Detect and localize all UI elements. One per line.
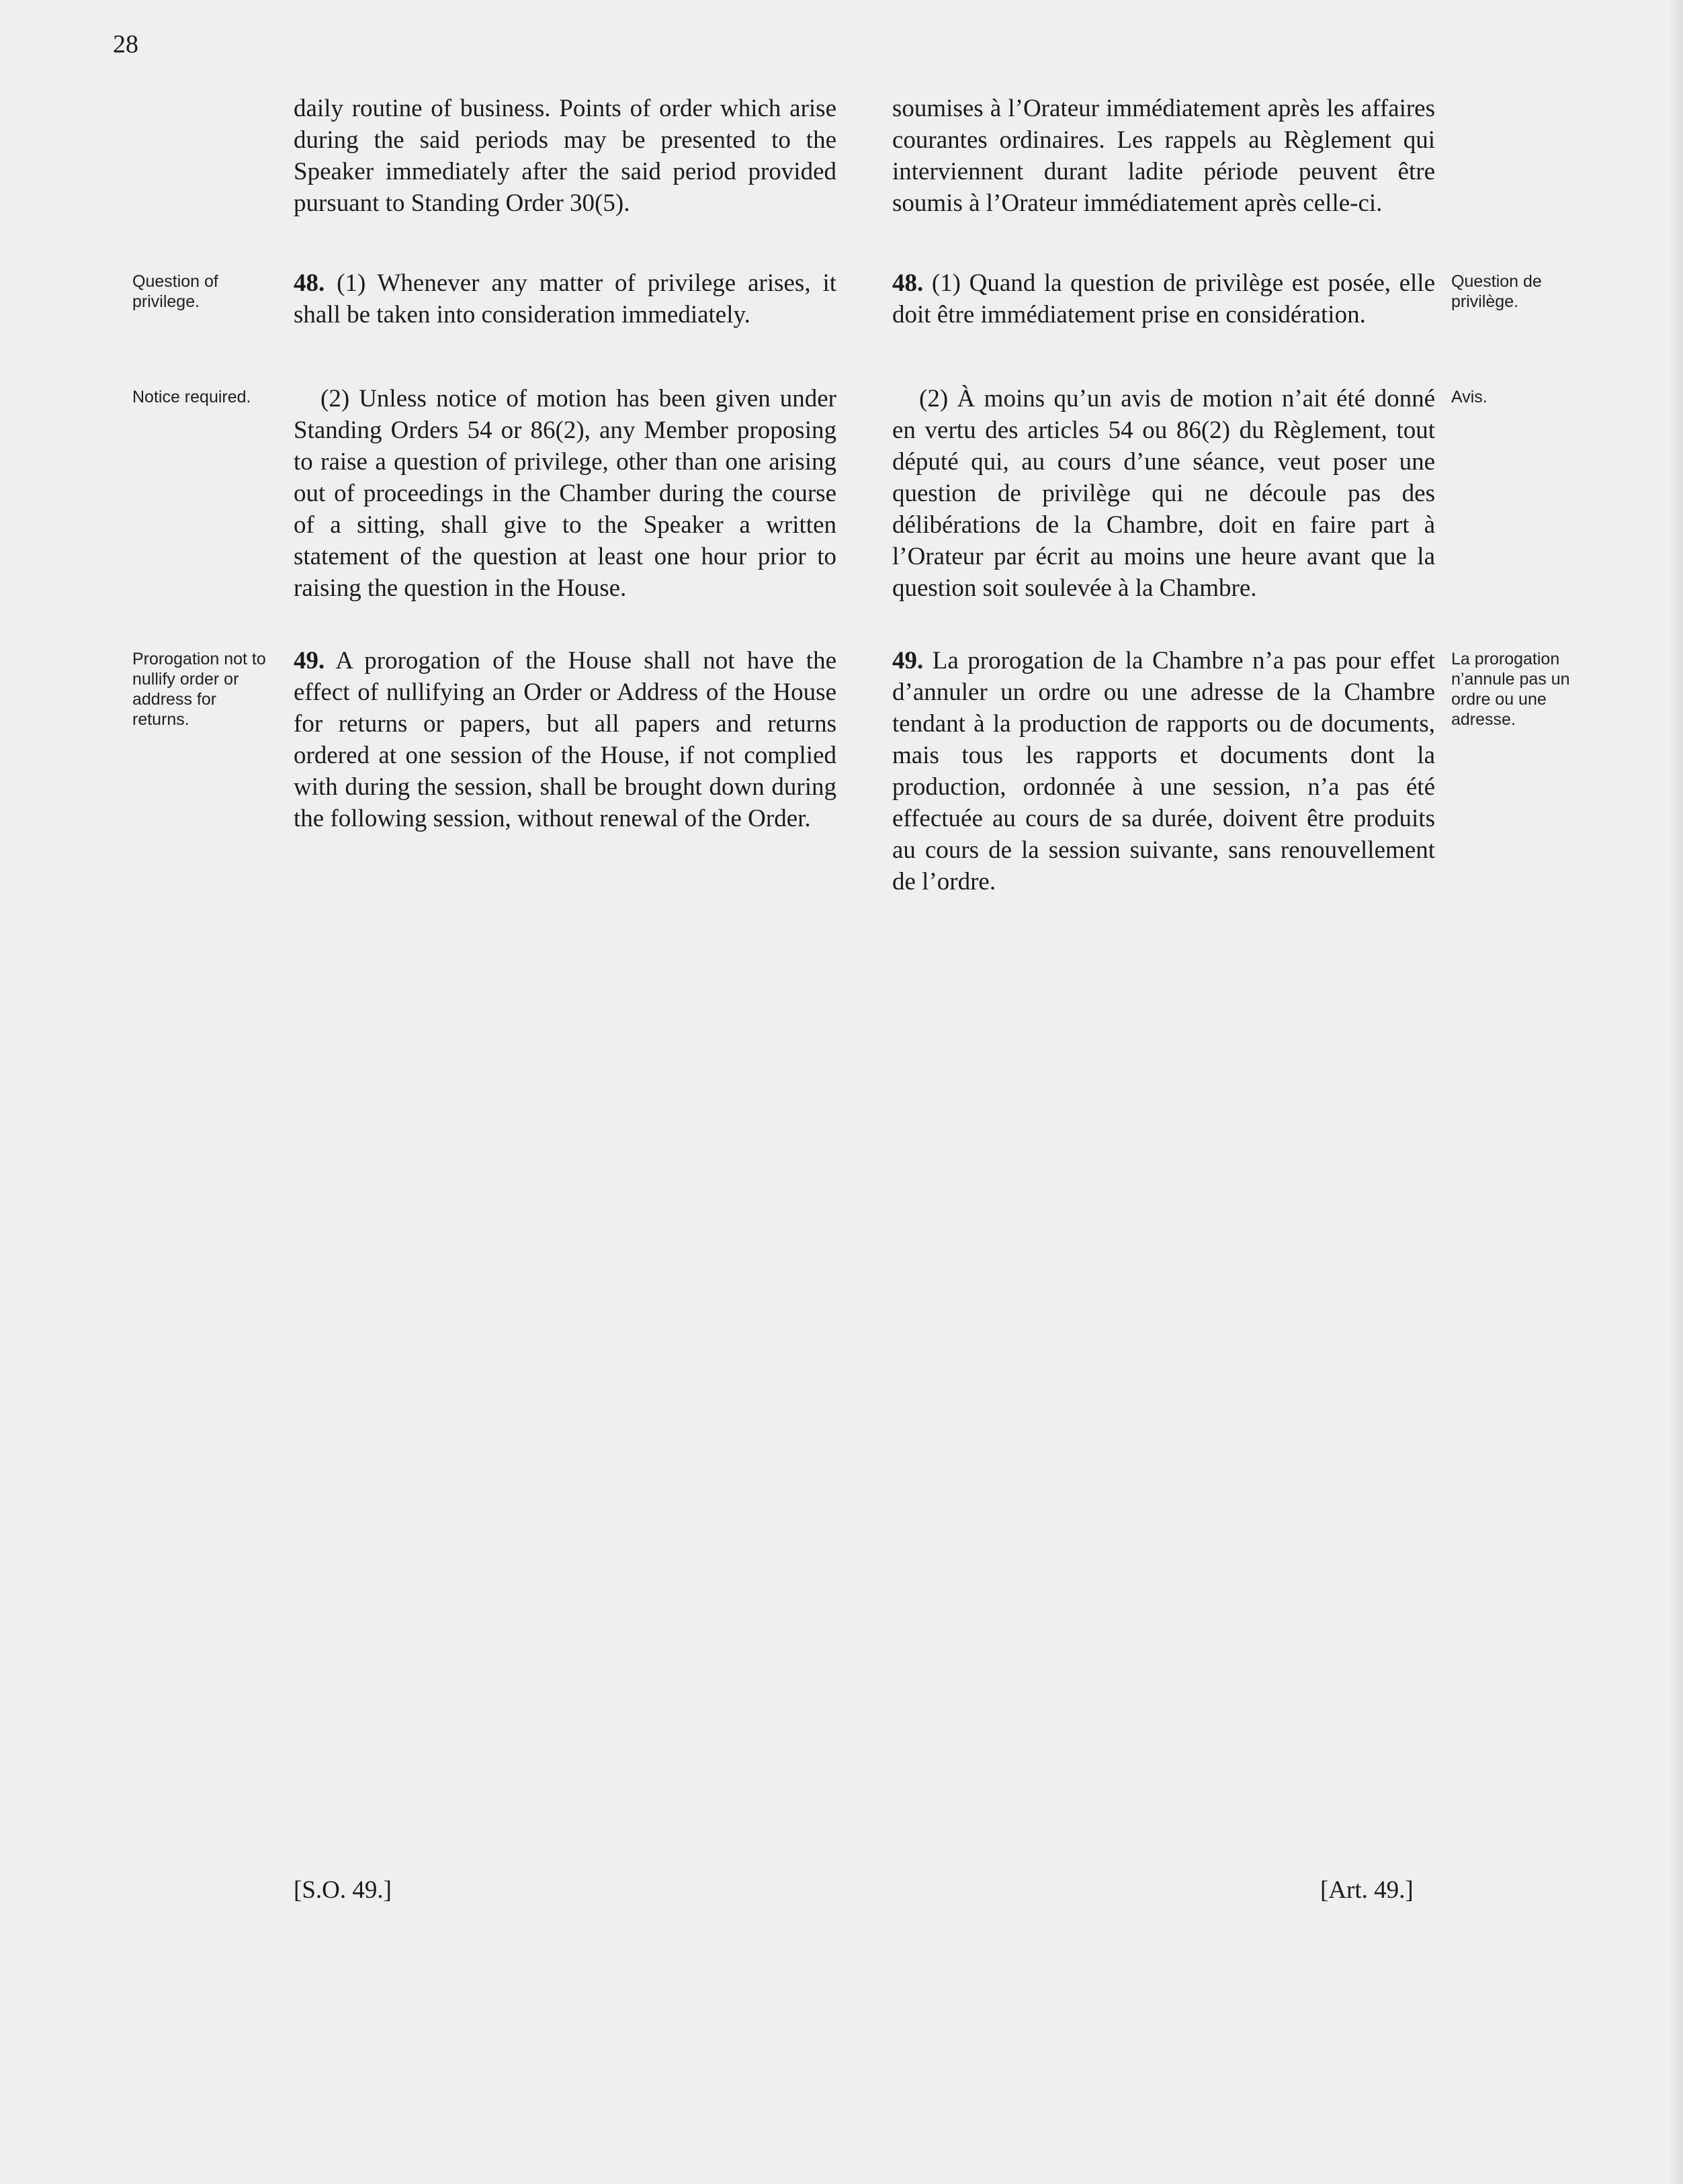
margin-note-question-de-privilege: Question de privilège.: [1451, 272, 1542, 311]
english-intro: daily routine of business. Points of order which arise during the said periods may be presented to the Speaker immediately after the said period provided pursuant to Standing Order 30(5).: [294, 95, 836, 217]
section-text: La prorogation de la Chambre n’a pas pour effet d’annuler un ordre ou une adresse de la Chambre tendant à la production de rapports ou de documents, mais tous les rapports et documents dont la production, ordonnée à une session, n’a pas été effectuée au cours de sa durée, doivent être produits au cours de la session suivante, sans renouvellement de l’ordre.: [892, 647, 1435, 896]
section-text: (1) Quand la question de privilège est posée, elle doit être immédiatement prise en considération.: [892, 269, 1436, 329]
french-section-48-2: (2) À moins qu’un avis de motion n’ait été donné en vertu des articles 54 ou 86(2) du Règlement, tout député qui, au cours d’une séance, veut poser une question de privilège qui ne découle pas des délibérations de la Chambre, doit en faire part à l’Orateur par écrit au moins une heure avant que la question soit soulevée à la Chambre.: [892, 385, 1435, 602]
footer-article-ref: [Art. 49.]: [1320, 1876, 1414, 1904]
section-number: 48.: [892, 269, 924, 297]
margin-note-notice-required: Notice required.: [132, 388, 251, 406]
section-number: 49.: [892, 647, 924, 674]
page-number: 28: [113, 30, 138, 58]
footer-standing-order-ref: [S.O. 49.]: [294, 1876, 392, 1904]
page-edge-shadow: [1668, 0, 1683, 2184]
margin-note-prorogation: Prorogation not to nullify order or address for returns.: [132, 650, 266, 729]
margin-note-la-prorogation: La prorogation n’annule pas un ordre ou une adresse.: [1451, 650, 1570, 729]
french-intro: soumises à l’Orateur immédiatement après les affaires courantes ordinaires. Les rappels au Règlement qui interviennent durant ladite période peuvent être soumis à l’Orateur immédiatement après celle-ci.: [892, 95, 1435, 217]
section-text: A prorogation of the House shall not have the effect of nullifying an Order or Address of the House for returns or papers, but all papers and returns ordered at one session of the House, if not complied with during the session, shall be brought down during the following session, without renewal of the Order.: [294, 647, 836, 832]
french-section-49: [892, 645, 1435, 898]
french-section-48-1: [892, 267, 1435, 331]
margin-note-avis: Avis.: [1451, 388, 1487, 406]
english-section-48-2: (2) Unless notice of motion has been given under Standing Orders 54 or 86(2), any Member proposing to raise a question of privilege, other than one arising out of proceedings in the Chamber during the course of a sitting, shall give to the Speaker a written statement of the question at least one hour prior to raising the question in the House.: [294, 385, 836, 602]
section-text: (1) Whenever any matter of privilege arises, it shall be taken into consideration immediately.: [294, 269, 837, 329]
margin-note-question-of-privilege: Question of privilege.: [132, 272, 218, 311]
section-number: 49.: [294, 647, 325, 674]
english-section-48-1: [294, 267, 836, 331]
english-section-49: [294, 645, 836, 834]
section-number: 48.: [294, 269, 325, 297]
